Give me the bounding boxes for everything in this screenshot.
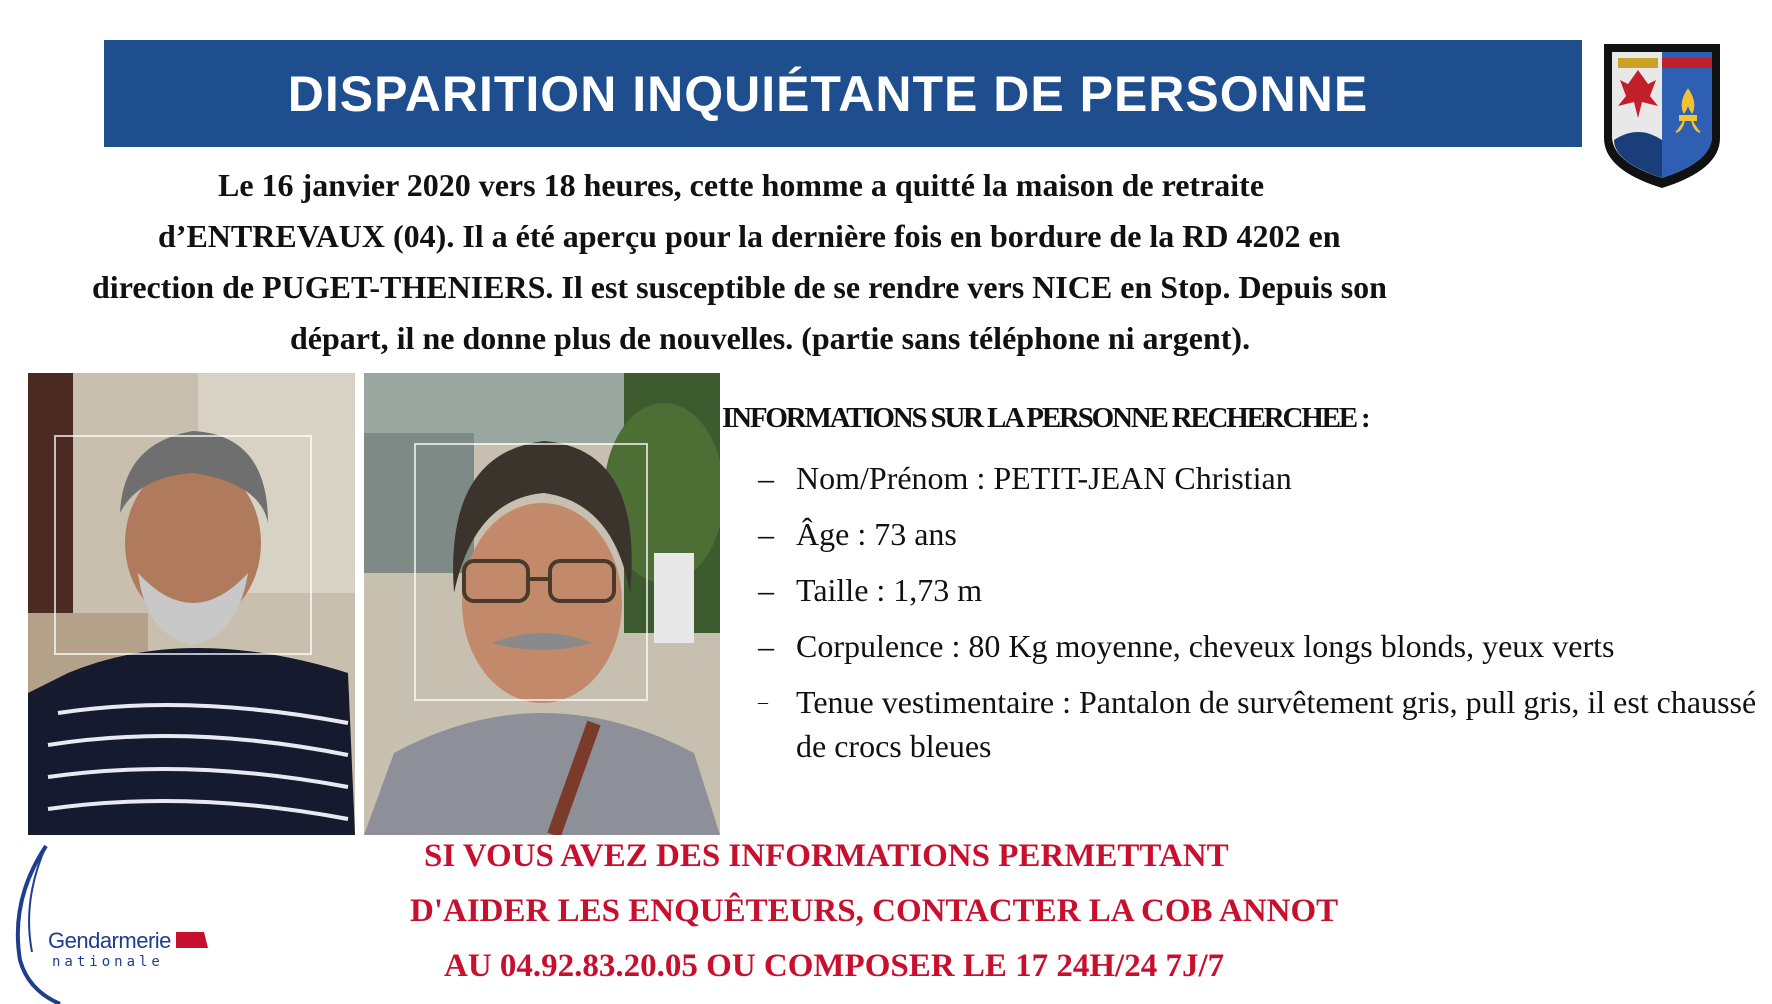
intro-line: d’ENTREVAUX (04). Il a été aperçu pour la dernière fois en bordure de la RD 4202 en [158, 218, 1341, 254]
dash-bullet: – [758, 572, 774, 608]
title-banner [104, 40, 1582, 147]
info-item-text: Nom/Prénom : PETIT-JEAN Christian [796, 460, 1292, 496]
info-item-text: Âge : 73 ans [796, 516, 957, 552]
dash-bullet: – [758, 460, 774, 496]
page-title: DISPARITION INQUIÉTANTE DE PERSONNE [287, 65, 1369, 122]
photo-missing-person-2 [364, 373, 720, 835]
info-heading: INFORMATIONS SUR LA PERSONNE RECHERCHEE : [722, 402, 1369, 434]
intro-line: départ, il ne donne plus de nouvelles. (partie sans téléphone ni argent). [290, 320, 1251, 356]
intro-line: direction de PUGET-THENIERS. Il est susceptible de se rendre vers NICE en Stop. Depuis son [92, 269, 1387, 305]
photo-missing-person-1 [28, 373, 355, 835]
info-item-text: Tenue vestimentaire : Pantalon de survêtement gris, pull gris, il est chaussé de crocs bleues [796, 684, 1757, 764]
info-item-text: Corpulence : 80 Kg moyenne, cheveux longs blonds, yeux verts [796, 628, 1615, 664]
dash-bullet: – [758, 691, 768, 713]
dash-bullet: – [758, 516, 774, 552]
info-item-text: Taille : 1,73 m [796, 572, 983, 608]
appeal-line: AU 04.92.83.20.05 OU COMPOSER LE 17 24H/24 7J/7 [444, 948, 1225, 984]
logo-name: Gendarmerie [48, 928, 171, 953]
coat-of-arms-icon [1600, 40, 1724, 192]
intro-line: Le 16 janvier 2020 vers 18 heures, cette homme a quitté la maison de retraite [218, 167, 1265, 203]
appeal-line: D'AIDER LES ENQUÊTEURS, CONTACTER LA COB ANNOT [410, 893, 1339, 929]
dash-bullet: – [758, 628, 774, 664]
gendarmerie-logo-icon [8, 840, 208, 1004]
logo-subtitle: nationale [52, 954, 164, 970]
appeal-line: SI VOUS AVEZ DES INFORMATIONS PERMETTANT [424, 838, 1229, 874]
